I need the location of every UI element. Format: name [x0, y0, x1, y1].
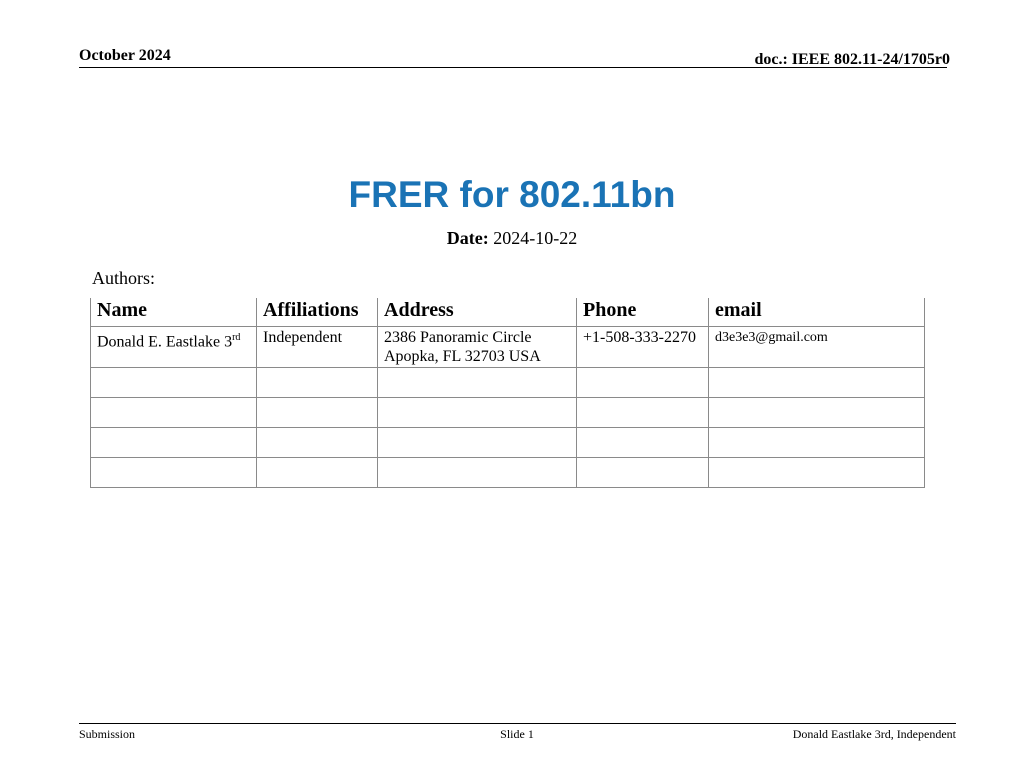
empty-cell — [577, 398, 709, 428]
address-line-2: Apopka, FL 32703 USA — [384, 348, 541, 365]
footer-submission: Submission — [79, 727, 136, 741]
table-row — [91, 458, 925, 488]
empty-cell — [709, 368, 925, 398]
date-value: 2024-10-22 — [493, 228, 578, 248]
empty-cell — [91, 368, 257, 398]
empty-cell — [257, 458, 378, 488]
table-row — [91, 398, 925, 428]
empty-cell — [709, 428, 925, 458]
empty-cell — [257, 368, 378, 398]
address-line-1: 2386 Panoramic Circle — [384, 329, 532, 346]
table-header-row — [91, 298, 925, 327]
header-affiliations: Affiliations — [257, 298, 378, 327]
empty-cell — [378, 428, 577, 458]
author-phone: +1-508-333-2270 — [577, 327, 709, 368]
empty-cell — [709, 458, 925, 488]
empty-cell — [378, 458, 577, 488]
header-divider — [79, 67, 947, 68]
footer-author: Donald Eastlake 3rd, Independent — [792, 727, 956, 741]
footer-divider — [79, 723, 956, 724]
author-email: d3e3e3@gmail.com — [709, 327, 925, 368]
empty-cell — [577, 428, 709, 458]
empty-cell — [378, 368, 577, 398]
table-row — [91, 327, 925, 368]
empty-cell — [577, 458, 709, 488]
empty-cell — [91, 398, 257, 428]
author-name-suffix: rd — [232, 332, 241, 343]
date-line — [0, 228, 1024, 249]
header-phone: Phone — [577, 298, 709, 327]
empty-cell — [378, 398, 577, 428]
empty-cell — [257, 428, 378, 458]
empty-cell — [91, 428, 257, 458]
authors-table — [90, 298, 925, 488]
header-email: email — [709, 298, 925, 327]
header-doc-id: doc.: IEEE 802.11-24/1705r0 — [754, 51, 950, 68]
empty-cell — [91, 458, 257, 488]
authors-label: Authors: — [92, 268, 155, 288]
empty-cell — [257, 398, 378, 428]
header-name: Name — [91, 298, 257, 327]
empty-cell — [577, 368, 709, 398]
author-name — [91, 327, 257, 368]
author-name-text: Donald E. Eastlake 3 — [97, 333, 233, 351]
footer-slide-number: Slide 1 — [500, 727, 534, 741]
header-date: October 2024 — [79, 47, 171, 64]
table-row — [91, 428, 925, 458]
header-address: Address — [378, 298, 577, 327]
author-address — [378, 327, 577, 368]
slide-title: FRER for 802.11bn — [348, 174, 676, 215]
author-affiliation: Independent — [257, 327, 378, 368]
table-row — [91, 368, 925, 398]
empty-cell — [709, 398, 925, 428]
date-label: Date: — [446, 228, 489, 248]
